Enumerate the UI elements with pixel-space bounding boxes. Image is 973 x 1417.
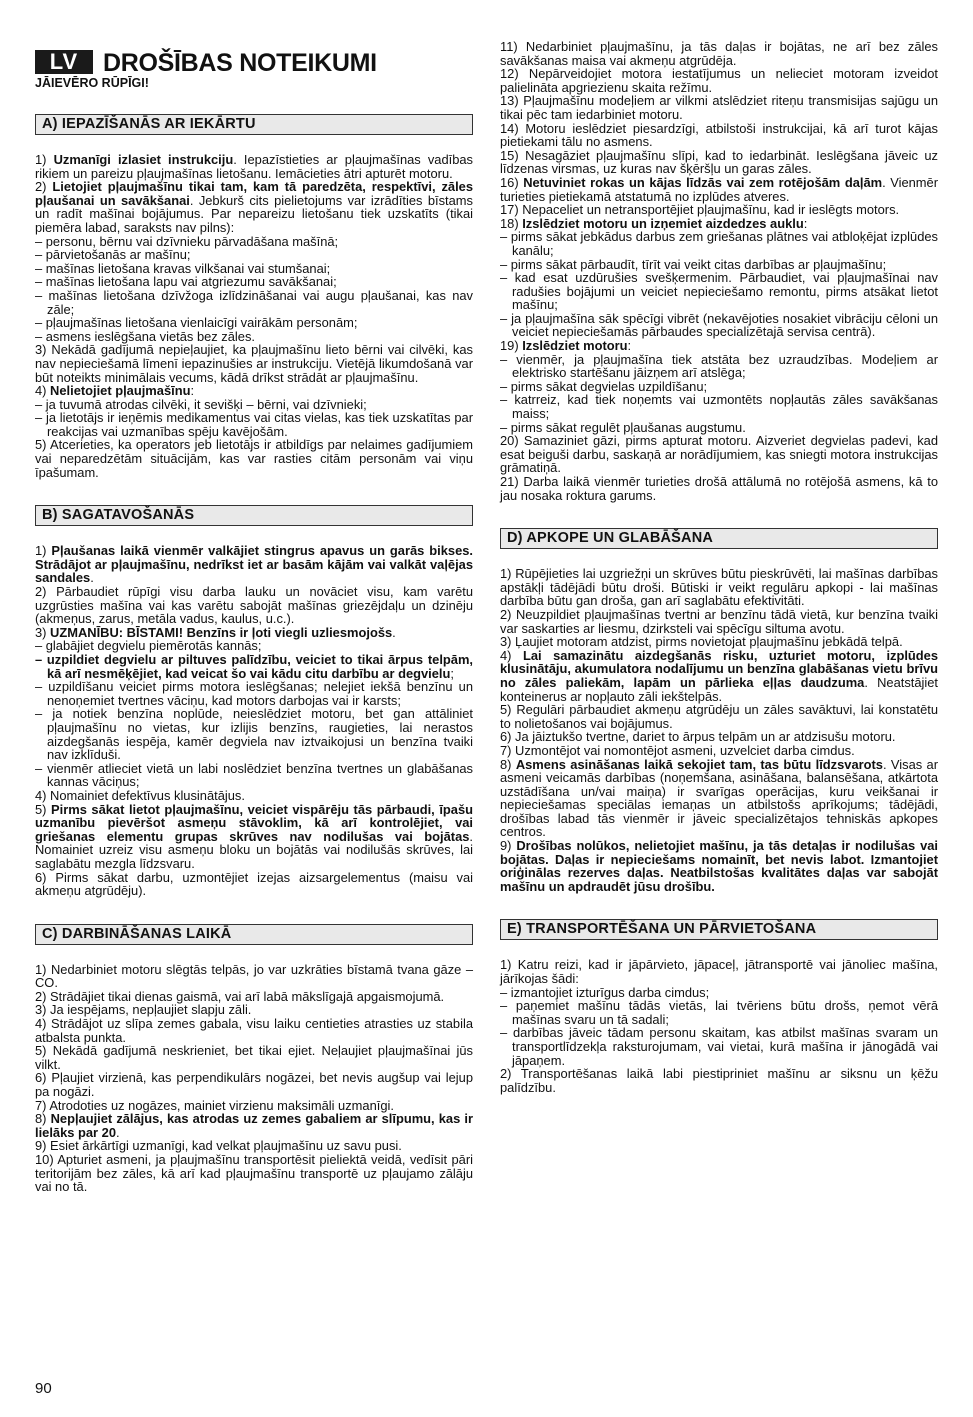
page-number: 90 bbox=[35, 1380, 52, 1397]
section-d-item: 1) Rūpējieties lai uzgriežņi un skrūves būtu pieskrūvēti, lai mašīnas darbības apstākļi tādējādi būtu droši. Būtiski ir veikt regulāru apkopi - lai mašīnas darbība būtu gan droša, gan arī saglabātu efektivitāti. bbox=[500, 566, 938, 609]
section-b-item-4: 4) Nomainiet defektīvus klusinātājus. bbox=[35, 787, 245, 803]
list-item: – mašīnas lietošana dzīvžoga izlīdzināšanai vai augu pļaušanai, kas nav zāle; bbox=[35, 287, 473, 317]
section-c-item: 15) Nesagāziet pļaujmašīnu slīpi, kad to iedarbināt. Ieslēgšana jāveic uz līdzenas virsmas, uz kuras nav šķēršļu un garas zāles. bbox=[500, 147, 938, 177]
list-item: – pirms sākat degvielas uzpildīšanu; bbox=[500, 378, 708, 394]
list-item: – ja tuvumā atrodas cilvēki, it sevišķi – bērni, vai dzīvnieki; bbox=[35, 396, 367, 412]
list-item: – ja pļaujmašīna sāk spēcīgi vibrēt (nekavējoties nosakiet vibrāciju cēloni un veiciet nepieciešamās pārbaudes specializētajā servisa centrā). bbox=[500, 310, 938, 340]
list-item: – ja notiek benzīna noplūde, neieslēdziet motoru, bet gan attāliniet pļaujmašīnu no vietas, kur izlijis benzīns, raugieties, lai nerastos aizdegšanās iespēja, kamēr degviela nav iztvaikojusi un benzīna tvaiki nav izklīduši. bbox=[35, 706, 473, 763]
list-item: – asmens ieslēgšana vietās bez zāles. bbox=[35, 328, 255, 344]
section-e-item-1: 1) Katru reizi, kad ir jāpārvieto, jāpaceļ, jātransportē vai jānoliec mašīna, jārīkojas šādi: bbox=[500, 957, 938, 987]
section-d-item: 7) Uzmontējot vai nomontējot asmeni, uzvelciet darba cimdus. bbox=[500, 742, 855, 758]
list-item: – vienmēr, ja pļaujmašīna tiek atstāta bez uzraudzības. Modeļiem ar elektrisko startēšanu jāizņem arī atslēga; bbox=[500, 351, 938, 381]
list-item: – personu, bērnu vai dzīvnieku pārvadāšana mašīnā; bbox=[35, 233, 339, 249]
section-d-item-4: 4) Lai samazinātu aizdegšanās risku, uzturiet motoru, izplūdes klusinātāju, akumulatora nodalījumu un benzīna glabāšanas vietu brīvu no zāles paliekām, lapām un pārlieka eļļas daudzuma. Neatstājiet konteinerus ar nopļauto zāli iekštelpās. bbox=[500, 647, 939, 704]
list-item: – uzpildīšanu veiciet pirms motora ieslēgšanas; nelejiet iekšā benzīnu un nenoņemiet tvertnes vāciņu, kad motors darbojas vai ir karsts; bbox=[35, 679, 473, 708]
section-b-item-6: 6) Pirms sākat darbu, uzmontējiet izejas aizsargelementus (maisu vai akmeņu atgrūdēju). bbox=[35, 869, 473, 899]
section-c-title: C) DARBINĀŠANAS LAIKĀ bbox=[35, 924, 473, 945]
page-title: DROŠĪBAS NOTEIKUMI bbox=[103, 49, 377, 77]
section-b-item-5: 5) Pirms sākat lietot pļaujmašīnu, veiciet vispārēju tās pārbaudi, īpašu uzmanību pievēršot asmeņu stāvoklim, kā arī kontrolējiet, vai griešanas elementu grupas skrūves nav nodilušas vai bojātas. Nomainiet uzreiz visu asmeņu bloku un bojātās vai nodilušās skrūves, lai saglabātu mezgla līdzsvaru. bbox=[35, 801, 473, 871]
section-c-item-16: 16) Netuviniet rokas un kājas līdzās vai zem rotējošām daļām. Vienmēr turieties pietiekamā atstatumā no izplūdes atveres. bbox=[500, 174, 938, 204]
section-b-item-3: 3) UZMANĪBU: BĪSTAMI! Benzīns ir ļoti viegli uzliesmojošs. bbox=[35, 624, 396, 640]
page-subtitle: JĀIEVĒRO RŪPĪGI! bbox=[35, 76, 149, 90]
list-item: – pļaujmašīnas lietošana vienlaicīgi vairākām personām; bbox=[35, 315, 358, 331]
section-c-item-10: 10) Apturiet asmeni, ja pļaujmašīnu transportēsit pieliektā veidā, vedīsit pāri teritorijām bez zāles, kā arī kad pļaujmašīnu transportē uz pļaujamo zālāju vai no tā. bbox=[35, 1152, 473, 1195]
section-c-item-8: 8) Nepļaujiet zālājus, kas atrodas uz zemes gabaliem ar slīpumu, kas ir lielāks par 20. bbox=[35, 1111, 473, 1140]
section-b-item-2: 2) Pārbaudiet rūpīgi visu darba lauku un novāciet visu, kam varētu uzgrūsties mašīna vai kas varētu sabojāt mašīnas griezējdaļu un dzinēju (akmeņus, zarus, metāla vadus, kaulus, u.c.). bbox=[35, 584, 473, 627]
section-a-title: A) IEPAZĪŠANĀS AR IEKĀRTU bbox=[35, 114, 473, 135]
section-c-item: 14) Motoru ieslēdziet piesardzīgi, atbilstoši instrukcijai, kā arī turot kājas pietiekami tālu no asmens. bbox=[500, 120, 938, 150]
list-item: – glabājiet degvielu piemērotās kannās; bbox=[35, 638, 262, 654]
section-a-item-2: 2) Lietojiet pļaujmašīnu tikai tam, kam tā paredzēta, respektīvi, zāles pļaušanai un savākšanai. Jebkurš cits pielietojums var izrādīties bīstams un radīt mašīnai bojājumus. Par nepareizu lietošanu tiek uzskatīts (tikai piemēra labad, saraksts nav pilns): bbox=[35, 179, 473, 235]
section-c-item: 12) Nepārveidojiet motora iestatījumus un nelieciet motoram izveidot palielināta apgriezienu skaita režīmu. bbox=[500, 66, 938, 95]
section-c-item-19: 19) Izslēdziet motoru: bbox=[500, 338, 632, 354]
section-d-item: 6) Ja jāiztukšo tvertne, dariet to ārpus telpām un ar atdzisušu motoru. bbox=[500, 729, 896, 745]
section-c-item: 3) Ja iespējams, nepļaujiet slapju zāli. bbox=[35, 1002, 252, 1018]
list-item: – uzpildiet degvielu ar piltuves palīdzību, veiciet to tikai ārpus telpām, kā arī nesmēķējiet, kad veicat šo vai kādu citu darbību ar degvielu; bbox=[35, 652, 473, 681]
section-a-item-5: 5) Atcerieties, ka operators jeb lietotājs ir atbildīgs par nelaimes gadījumiem vai neparedzētām situācijām, kas var rasties citām personām vai viņu īpašumam. bbox=[35, 437, 473, 480]
left-column bbox=[35, 46, 473, 1195]
section-a-item-4: 4) Nelietojiet pļaujmašīnu: bbox=[35, 383, 195, 399]
language-badge: LV bbox=[35, 50, 93, 74]
section-d-item-8: 8) Asmens asināšanas laikā sekojiet tam, tas būtu līdzsvarots. Visas ar asmeni veicamās darbības (noņemšana, asināšana, balansēšana, atkārtota uzstādīšana un/vai maiņa) ir svarīgas operācijas, kuru veikšanai ir nepieciešamas speciālas iemaņas un atbilstošs aprīkojums; tādējādi, drošības labad tās vienmēr ir jāveic specializētajos tehniskās apkopes centros. bbox=[500, 756, 938, 840]
list-item: – vienmēr atlieciet vietā un labi noslēdziet benzīna tvertnes un glabāšanas kannas vāciņus; bbox=[35, 760, 473, 790]
list-item: – mašīnas lietošana kravas vilkšanai vai stumšanai; bbox=[35, 260, 331, 276]
section-c-item-17: 17) Nepaceliet un netransportējiet pļaujmašīnu, kad ir ieslēgts motors. bbox=[500, 202, 900, 218]
list-item: – kad esat uzdūrušies svešķermenim. Pārbaudiet, vai pļaujmašīnai nav radušies bojājumi un veiciet nepieciešamo remontu, pirms atsākat lietot mašīnu; bbox=[500, 270, 938, 313]
section-c-item-18: 18) Izslēdziet motoru un izņemiet aizdedzes auklu: bbox=[500, 215, 808, 231]
section-c-item: 5) Nekādā gadījumā neskrieniet, bet tikai ejiet. Neļaujiet pļaujmašīnai jūs vilkt. bbox=[35, 1043, 473, 1072]
section-e-title: E) TRANSPORTĒŠANA UN PĀRVIETOŠANA bbox=[500, 919, 938, 940]
section-c-item: 4) Strādājot uz slīpa zemes gabala, visu laiku centieties atrasties uz stabila atbalsta punkta. bbox=[35, 1016, 473, 1045]
list-item: – katrreiz, kad tiek noņemts vai uzmontēts nopļautās zāles savākšanas maiss; bbox=[500, 392, 938, 422]
list-item: – pirms sākat pārbaudīt, tīrīt vai veikt citas darbības ar pļaujmašīnu; bbox=[500, 256, 887, 272]
section-e-item-2: 2) Transportēšanas laikā labi piestipriniet mašīnu ar siksnu un ķēžu palīdzību. bbox=[500, 1066, 938, 1095]
section-c-item-20: 20) Samaziniet gāzi, pirms apturat motoru. Aizveriet degvielas padevi, kad esat beiguši darbu, saskaņā ar norādījumiem, kas sniegti motora instrukcijas grāmatiņā. bbox=[500, 433, 938, 476]
section-c-item: 7) Atrodoties uz nogāzes, mainiet virzienu maksimāli uzmanīgi. bbox=[35, 1097, 394, 1113]
list-item: – pirms sākat regulēt pļaušanas augstumu. bbox=[500, 419, 746, 435]
list-item: – ja lietotājs ir ieņēmis medikamentus vai citas vielas, kas tiek uzskatītas par reakcijas vai uzmanības spēju kavējošām. bbox=[35, 410, 473, 439]
section-d-item: 2) Neuzpildiet pļaujmašīnas tvertni ar benzīnu tādā vietā, kur benzīna tvaiki var saskarties ar liesmu, dzirksteli vai spēcīgu siltuma avotu. bbox=[500, 606, 938, 636]
section-c-item-9: 9) Esiet ārkārtīgi uzmanīgi, kad velkat pļaujmašīnu uz savu pusi. bbox=[35, 1138, 402, 1154]
list-item: – pārvietošanās ar mašīnu; bbox=[35, 247, 191, 263]
section-c-item: 11) Nedarbiniet pļaujmašīnu, ja tās daļas ir bojātas, ne arī bez zāles savākšanas maisa vai akmeņu atgrūdēja. bbox=[500, 39, 938, 68]
section-d-item: 5) Regulāri pārbaudiet akmeņu atgrūdēju un zāles savāktuvi, lai konstatētu to nolietošanos vai bojājumus. bbox=[500, 702, 938, 731]
section-c-item: 1) Nedarbiniet motoru slēgtās telpās, jo var uzkrāties bīstamā tvana gāze – CO. bbox=[35, 961, 473, 991]
section-c-item-21: 21) Darba laikā vienmēr turieties drošā attālumā no rotējošā asmens, kā to jau nosaka roktura garums. bbox=[500, 474, 938, 503]
section-c-item: 6) Pļaujiet virzienā, kas perpendikulārs nogāzei, bet nevis augšup vai lejup pa nogāzi. bbox=[35, 1070, 473, 1100]
section-a-item-3: 3) Nekādā gadījumā nepieļaujiet, ka pļaujmašīnu lieto bērni vai cilvēki, kas nav nepieciešamā līmenī iepazinušies ar instrukciju. Vietējā likumdošanā var būt noteikts minimālais vecums, kādā drīkst strādāt ar pļaujmašīnu. bbox=[35, 342, 473, 385]
section-c-item: 13) Pļaujmašīnu modeļiem ar vilkmi atslēdziet riteņu transmisijas sajūgu un tikai pēc tam iedarbiniet motoru. bbox=[500, 93, 938, 122]
section-a-item-1: 1) Uzmanīgi izlasiet instrukciju. Iepazīstieties ar pļaujmašīnas vadības rikiem un pareizu pļaujmašīnas lietošanu. Iemācieties ātri apturēt motoru. bbox=[35, 152, 473, 181]
list-item: – izmantojiet izturīgus darba cimdus; bbox=[500, 984, 710, 1000]
list-item: – paņemiet mašīnu tādās vietās, lai tvēriens būtu drošs, ņemot vērā mašīnas svaru un tā sadali; bbox=[500, 998, 938, 1027]
section-b-item-1: 1) Pļaušanas laikā vienmēr valkājiet stingrus apavus un garās bikses. Strādājot ar pļaujmašīnu, nedrīkst iet ar basām kājām vai valkāt vaļējas sandales. bbox=[35, 543, 473, 586]
section-c-item: 2) Strādājiet tikai dienas gaismā, vai arī labā mākslīgajā apgaismojumā. bbox=[35, 988, 445, 1004]
section-d-item-9: 9) Drošības nolūkos, nelietojiet mašīnu, ja tās detaļas ir nodilušas vai bojātas. Daļas ir nepieciešams nomainīt, bet nevis labot. Izmantojiet oriģinālas rezerves daļas. Neatbilstošas kvalitātes daļas var sabojāt mašīnu un apdraudēt jūsu drošību. bbox=[500, 838, 939, 894]
list-item: – mašīnas lietošana lapu vai atgriezumu savākšanai; bbox=[35, 274, 337, 290]
section-b-title: B) SAGATAVOŠANĀS bbox=[35, 505, 473, 526]
right-column bbox=[500, 40, 938, 1094]
list-item: – darbības jāveic tādam personu skaitam, kas atbilst mašīnas svaram un transportlīdzekļa raksturojumam, vai vietai, kurā mašīna ir jānogādā vai jāpaņem. bbox=[500, 1025, 938, 1068]
list-item: – pirms sākat jebkādus darbus zem griešanas plātnes vai atbloķējat izplūdes kanālu; bbox=[500, 229, 938, 258]
section-d-title: D) APKOPE UN GLABĀŠANA bbox=[500, 528, 938, 549]
section-d-item: 3) Ļaujiet motoram atdzist, pirms novietojat pļaujmašīnu jebkādā telpā. bbox=[500, 634, 903, 650]
